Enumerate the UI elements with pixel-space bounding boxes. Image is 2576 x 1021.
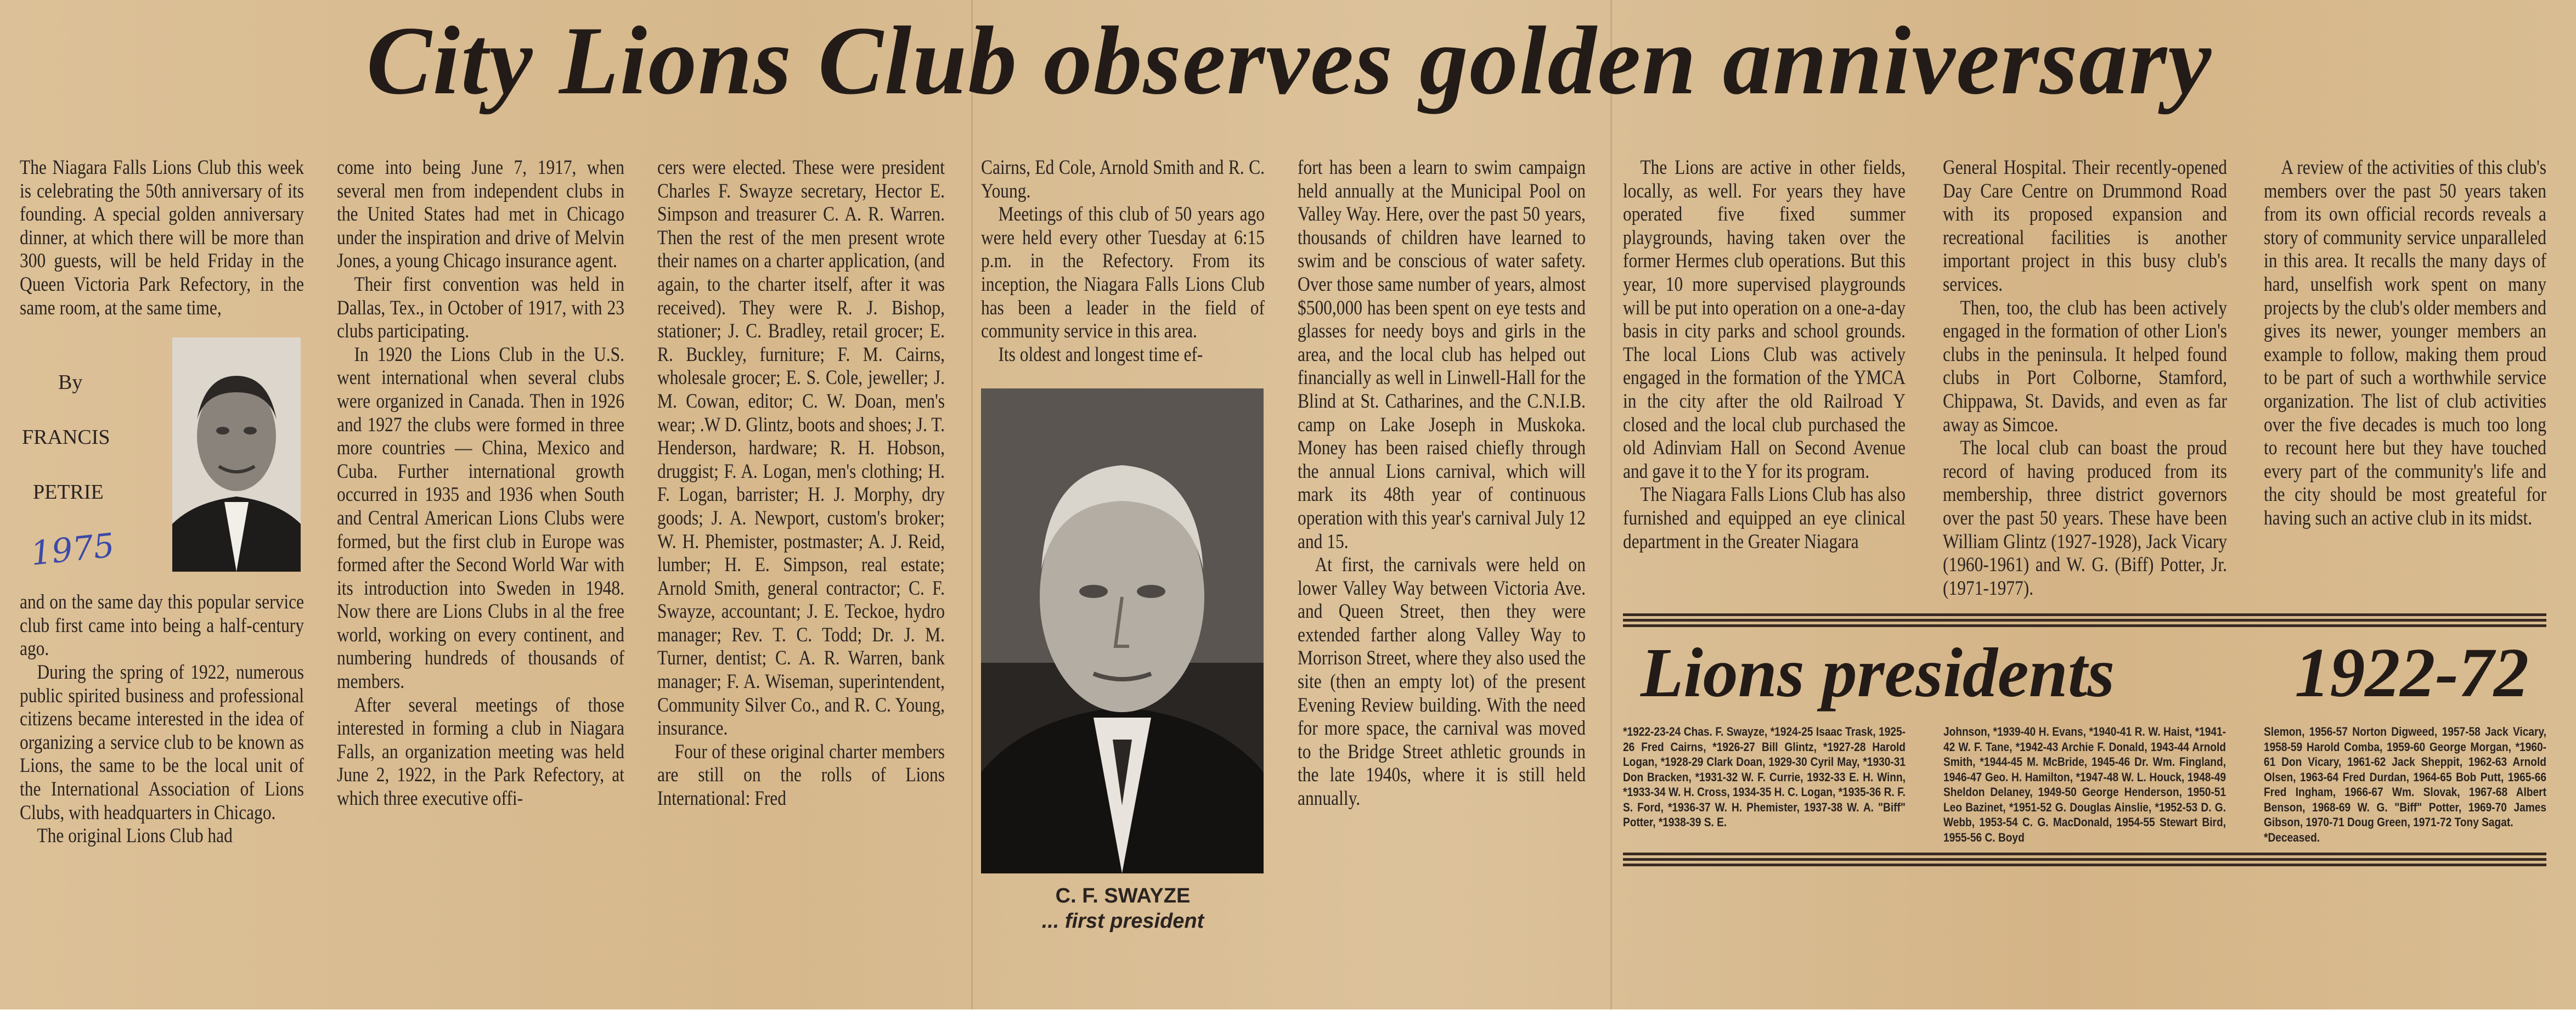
paragraph: The local club can boast the proud record of having produced from its membership, three district governors over the past 50 years. These have been William Glintz (1927-1928), Jack Vicary (1960-1961) and W. G. (Biff) Potter, Jr. (1971-1977). — [1942, 437, 2227, 600]
portrait-image — [981, 388, 1264, 873]
paragraph: The Niagara Falls Lions Club this week is celebrating the 50th anniversary of its founding. A special golden anniversary dinner, at which there will be more than 300 guests, will be held Friday in the Queen Victoria Park Refectory, in the same room, at the same time, — [20, 156, 304, 319]
byline-block — [20, 326, 304, 584]
byline-by: By — [58, 371, 83, 394]
article-column-5 — [1298, 156, 1586, 811]
article-column-4 — [981, 156, 1265, 934]
paragraph: At first, the carnivals were held on lower Valley Way between Victoria Ave. and Queen Street, then they were extended farther along Valley Way to Morrison Street, where they also used the site (then an empty lot) of the present Evening Review building. With the need for more space, the carnival was moved to the Bridge Street athletic grounds in the late 1940s, where it is still held annually. — [1298, 554, 1586, 810]
paragraph: cers were elected. These were president Charles F. Swayze secretary, Hector E. Simpson and treasurer C. A. R. Warren. Then the rest of the men present wrote their names on a charter application, (and again, to the charter itself, after it was received). They were R. J. Bishop, stationer; J. C. Bradley, retail grocer; E. R. Buckley, furniture; F. M. Cairns, wholesale grocer; E. S. Cole, jeweller; J. M. Cowan, editor; C. W. Doan, men's wear; .W D. Glintz, boots and shoes; J. T. Henderson, hardware; R. H. Hobson, druggist; F. A. Logan, men's clothing; H. F. Logan, barrister; H. J. Morphy, dry goods; J. A. Newport, custom's broker; W. H. Phemister, postmaster; A. J. Reid, lumber; H. E. Simpson, real estate; Arnold Smith, general contractor; C. F. Swayze, accountant; J. E. Teckoe, hydro manager; Rev. T. C. Todd; Dr. J. M. Turner, dentist; C. A. R. Warren, bank manager; F. A. Wiseman, superintendent, Community Silver Co., and R. C. Young, insurance. — [657, 156, 945, 740]
paragraph: After several meetings of those interested in forming a club in Niagara Falls, an organization meeting was held June 2, 1922, in the Park Refectory, at which three executive offi- — [337, 693, 624, 810]
headline: City Lions Club observes golden anniversary — [366, 6, 2213, 115]
article-column-2 — [337, 156, 624, 811]
photo-caption-name: C. F. SWAYZE — [1055, 884, 1191, 908]
paragraph: Then, too, the club has been actively engaged in the formation of other Lion's clubs in the peninsula. It helped found clubs in Port Colborne, Stamford, Chippawa, St. Davids, and even as far away as Simcoe. — [1942, 296, 2227, 436]
byline-last-name: PETRIE — [33, 481, 104, 504]
presidents-list-column-3 — [2264, 724, 2546, 845]
paragraph: The Niagara Falls Lions Club has also furnished and equipped an eye clinical department in the Greater Niagara — [1623, 483, 1906, 553]
presidents-heading-years: 1922-72 — [2295, 634, 2529, 712]
presidents-heading-title: Lions presidents — [1641, 634, 2115, 712]
byline-first-name: FRANCIS — [22, 426, 110, 449]
paragraph: Four of these original charter members are still on the rolls of Lions International: Fred — [657, 740, 945, 810]
paragraph: The original Lions Club had — [37, 825, 233, 848]
divider-rule — [1623, 613, 2546, 628]
presidents-list-text: *1922-23-24 Chas. F. Swayze, *1924-25 Isaac Trask, 1925-26 Fred Cairns, *1926-27 Bill Glintz, *1927-28 Harold Logan, *1928-29 Clark Doan, 1929-30 Cyril May, *1930-31 Don Bracken, *1931-32 W. F. Currie, 1932-33 E. H. Winn, *1933-34 W. H. Cross, 1934-35 H. C. Logan, *1935-36 R. F. S. Ford, *1936-37 W. H. Phemister, 1937-38 W. A. "Biff" Potter, *1938-39 S. E. — [1623, 725, 1906, 830]
handwritten-year: 1975 — [29, 526, 116, 573]
divider-rule-bottom — [1623, 853, 2546, 867]
paragraph: During the spring of 1922, numerous public spirited business and professional citizens became interested in the idea of organizing a service club to be known as Lions, the same to be the local unit of the International Association of Lions Clubs, with headquarters in Chicago. — [20, 661, 304, 824]
right-section — [1623, 156, 2546, 873]
article-column-1 — [20, 156, 304, 848]
article-column-7 — [1943, 156, 2227, 600]
paragraph: Cairns, Ed Cole, Arnold Smith and R. C. Young. — [981, 156, 1265, 202]
paragraph: come into being June 7, 1917, when several men from independent clubs in the United States had met in Chicago under the inspiration and drive of Melvin Jones, a young Chicago insurance agent. — [337, 156, 624, 273]
paragraph: Meetings of this club of 50 years ago were held every other Tuesday at 6:15 p.m. in the Refectory. From its inception, the Niagara Falls Lions Club has been a leader in the field of community service in this area. — [981, 203, 1265, 343]
paper-fold — [971, 0, 973, 1009]
portrait-image — [172, 337, 301, 572]
photo-caption-role: ... first president — [1041, 910, 1204, 933]
paragraph: fort has been a learn to swim campaign held annually at the Municipal Pool on Valley Way. Here, over the past 50 years, thousands of children have learned to swim and be conscious of water safety. Over those same number of years, almost $500,000 has been spent on eye tests and glasses for needy boys and girls in the area, and the local club has helped out financially as well in Linwell-Hall for the Blind at St. Catharines, and the C.N.I.B. camp on Lake Joseph in Muskoka. Money has been raised chiefly through the annual Lions carnival, which will mark its 48th year of continuous operation with this year's carnival July 12 and 15. — [1298, 156, 1586, 553]
article-column-1-bottom — [20, 591, 304, 848]
deceased-footnote: *Deceased. — [2264, 830, 2320, 844]
swayze-photo — [981, 388, 1264, 873]
presidents-list — [1623, 724, 2546, 845]
paragraph: A review of the activities of this club's members over the past 50 years taken from its own official records reveals a story of community service unparalleled in this area. It recalls the many days of hard, unselfish work spent on many projects by the club's older members and gives its newer, younger members an example to follow, making them proud to be part of such a worthwhile service organization. The list of club activities over the five decades is much too long to recount here but they have touched every part of the community's life and the city should be most greateful for having such an active club in its midst. — [2264, 156, 2546, 529]
paragraph: General Hospital. Their recently-opened Day Care Centre on Drummond Road with its proposed expansion and recreational facilities is another important project in this busy club's services. — [1942, 156, 2227, 296]
article-column-1-top — [20, 156, 304, 320]
paragraph: Their first convention was held in Dallas, Tex., in October of 1917, with 23 clubs participating. — [337, 273, 624, 343]
article-column-8 — [2264, 156, 2546, 600]
presidents-heading — [1623, 634, 2546, 711]
paragraph: In 1920 the Lions Club in the U.S. went international when several clubs were organized in Canada. Then in 1926 and 1927 the clubs were formed in three more countries — China, Mexico and Cuba. Further international growth occurred in 1935 and 1936 when South and Central American Lions Clubs were formed, but the first club in Europe was formed after the Second World War with its introduction into Sweden in 1948. Now there are Lions Clubs in al the free world, working on every continent, and numbering hundreds of thousands of members. — [337, 343, 624, 693]
article-column-6 — [1623, 156, 1906, 600]
presidents-list-text: Slemon, 1956-57 Norton Digweed, 1957-58 Jack Vicary, 1958-59 Harold Comba, 1959-60 George Morgan, *1960-61 Don Vicary, 1961-62 Jack Sheppit, 1962-63 Arnold Olsen, 1963-64 Fred Durdan, 1964-65 Bob Putt, 1965-66 Fred Ingham, 1966-67 Wm. Slovak, 1967-68 Albert Benson, 1968-69 W. G. "Biff" Potter, 1969-70 James Gibson, 1970-71 Doug Green, 1971-72 Tony Sagat. — [2264, 725, 2546, 830]
article-column-3 — [657, 156, 945, 811]
paragraph: The Lions are active in other fields, locally, as well. For years they have operated five fixed summer playgrounds, having taken over the former Hermes club operations. But this year, 10 more supervised playgrounds will be put into operation on a one-a-day basis in city parks and school grounds. The local Lions Club was actively engaged in the formation of the YMCA in the city after the old Railroad Y closed and the local club purchased the old Adinviam Hall on Second Avenue and gave it to the Y for its program. — [1623, 156, 1906, 483]
presidents-list-text: Johnson, *1939-40 H. Evans, *1940-41 R. W. Haist, *1941-42 W. F. Tane, *1942-43 Archie F. Donald, 1943-44 Arnold Smith, *1944-45 M. McBride, 1945-46 Dr. Wm. Fingland, 1946-47 Geo. H. Hamilton, *1947-48 W. L. Houck, 1948-49 Sheldon Delaney, 1949-50 George Henderson, 1950-51 Leo Bazinet, *1951-52 G. Douglas Ainslie, *1952-53 D. G. Webb, 1953-54 C. G. MacDonald, 1954-55 Stewart Bird, 1955-56 C. Boyd — [1943, 725, 2226, 844]
paper-fold — [1610, 0, 1612, 1009]
presidents-list-column-2 — [1943, 724, 2226, 845]
paragraph: Its oldest and longest time ef- — [998, 343, 1203, 366]
author-photo — [172, 337, 301, 572]
presidents-list-column-1 — [1623, 724, 1906, 845]
paragraph: and on the same day this popular service club first came into being a half-century ago. — [20, 591, 304, 661]
